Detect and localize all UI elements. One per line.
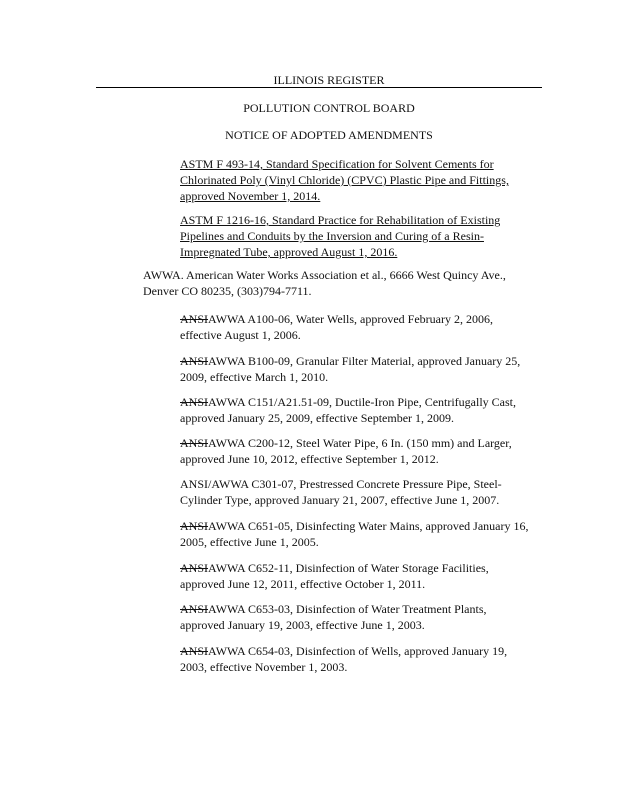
astm-entry-f1216: [180, 212, 525, 260]
awwa-c301-line-2: Cylinder Type, approved January 21, 2007, effective June 1, 2007.: [180, 493, 500, 507]
awwa-entry-b100: [180, 353, 525, 385]
astm-f493-line-2: Chlorinated Poly (Vinyl Chloride) (CPVC) Plastic Pipe and Fittings,: [180, 173, 509, 187]
awwa-heading: [143, 267, 523, 299]
awwa-b100-line-1: AWWA B100-09, Granular Filter Material, approved January 25,: [208, 354, 521, 368]
awwa-entry-c654: [180, 643, 525, 675]
awwa-entry-c653: [180, 601, 525, 633]
astm-f1216-line-2: Pipelines and Conduits by the Inversion and Curing of a Resin-: [180, 229, 484, 243]
awwa-heading-line-1: AWWA. American Water Works Association et al., 6666 West Quincy Ave.,: [143, 268, 506, 282]
register-title: ILLINOIS REGISTER: [96, 72, 542, 88]
astm-f1216-line-3: Impregnated Tube, approved August 1, 2016.: [180, 245, 398, 259]
awwa-c651-line-1: AWWA C651-05, Disinfecting Water Mains, approved January 16,: [208, 519, 529, 533]
awwa-heading-line-2: Denver CO 80235, (303)794-7711.: [143, 284, 312, 298]
board-name: POLLUTION CONTROL BOARD: [243, 101, 415, 115]
awwa-a100-struck: ANSI: [180, 312, 209, 326]
awwa-c653-line-2: approved January 19, 2003, effective June 1, 2003.: [180, 618, 425, 632]
awwa-b100-struck: ANSI: [180, 354, 209, 368]
awwa-entry-c151: [180, 394, 525, 426]
awwa-entry-c652: [180, 560, 525, 592]
awwa-c200-struck: ANSI: [180, 436, 209, 450]
awwa-c151-line-1: AWWA C151/A21.51-09, Ductile-Iron Pipe, Centrifugally Cast,: [208, 395, 517, 409]
awwa-c151-struck: ANSI: [180, 395, 209, 409]
awwa-c652-struck: ANSI: [180, 561, 209, 575]
awwa-entry-c651: [180, 518, 529, 550]
awwa-c200-line-2: approved June 10, 2012, effective September 1, 2012.: [180, 452, 439, 466]
awwa-c652-line-2: approved June 12, 2011, effective October 1, 2011.: [180, 577, 426, 591]
awwa-b100-line-2: 2009, effective March 1, 2010.: [180, 370, 329, 384]
astm-entry-f493: [180, 156, 525, 204]
awwa-c651-struck: ANSI: [180, 519, 209, 533]
awwa-c654-line-1: AWWA C654-03, Disinfection of Wells, approved January 19,: [208, 644, 508, 658]
astm-f1216-line-1: ASTM F 1216-16, Standard Practice for Rehabilitation of Existing: [180, 213, 501, 227]
awwa-c652-line-1: AWWA C652-11, Disinfection of Water Storage Facilities,: [208, 561, 489, 575]
awwa-entry-c200: [180, 435, 525, 467]
notice-heading: NOTICE OF ADOPTED AMENDMENTS: [225, 128, 433, 142]
awwa-c654-line-2: 2003, effective November 1, 2003.: [180, 660, 348, 674]
awwa-c653-struck: ANSI: [180, 602, 209, 616]
astm-f493-line-3: approved November 1, 2014.: [180, 189, 321, 203]
awwa-a100-line-1: AWWA A100-06, Water Wells, approved February 2, 2006,: [208, 312, 493, 326]
awwa-c151-line-2: approved January 25, 2009, effective September 1, 2009.: [180, 411, 455, 425]
awwa-c301-line-1: ANSI/AWWA C301-07, Prestressed Concrete Pressure Pipe, Steel-: [180, 477, 502, 491]
awwa-c200-line-1: AWWA C200-12, Steel Water Pipe, 6 In. (150 mm) and Larger,: [208, 436, 512, 450]
awwa-a100-line-2: effective August 1, 2006.: [180, 328, 301, 342]
astm-f493-line-1: ASTM F 493-14, Standard Specification for Solvent Cements for: [180, 157, 494, 171]
awwa-c651-line-2: 2005, effective June 1, 2005.: [180, 535, 319, 549]
awwa-entry-c301: [180, 476, 525, 508]
awwa-entry-a100: [180, 311, 525, 343]
awwa-c653-line-1: AWWA C653-03, Disinfection of Water Treatment Plants,: [208, 602, 487, 616]
awwa-c654-struck: ANSI: [180, 644, 209, 658]
